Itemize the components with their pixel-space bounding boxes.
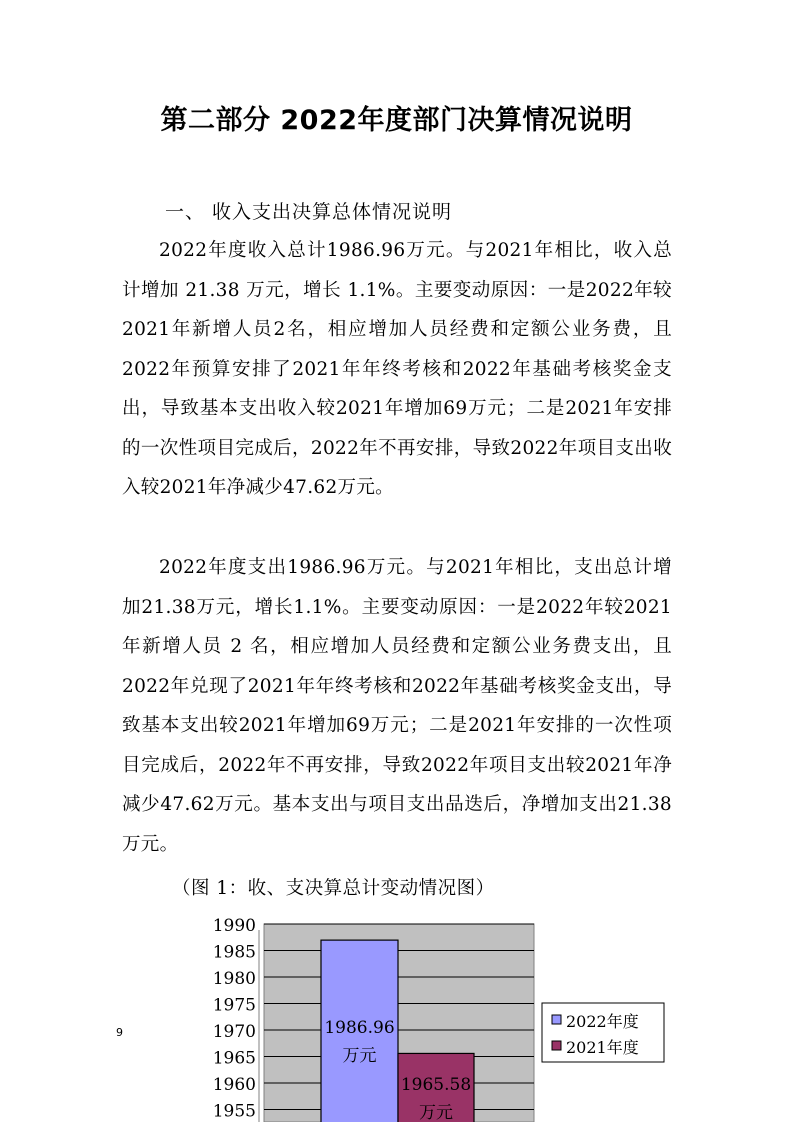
bar-data-label: 万元 bbox=[342, 1046, 377, 1066]
y-tick-label: 1980 bbox=[212, 969, 256, 989]
bar-data-label: 1986.96 bbox=[324, 1018, 395, 1038]
legend-swatch bbox=[552, 1015, 561, 1024]
y-tick-label: 1955 bbox=[212, 1101, 256, 1122]
legend-swatch bbox=[552, 1041, 561, 1050]
page-title: 第二部分 2022年度部门决算情况说明 bbox=[160, 105, 633, 136]
y-tick-label: 1990 bbox=[212, 916, 256, 936]
figure-caption: （图 1：收、支决算总计变动情况图） bbox=[172, 878, 495, 899]
paragraph-income: 2022年度收入总计1986.96万元。与2021年相比，收入总计增加 21.38 万元，增长 1.1%。主要变动原因：一是2022年较2021年新增人员2名，相应增加人员经费和定额公业务费，且2022年预算安排了2021年年终考核和2022年基础考核奖金支出，导致基本支出收入较2021年增加69万元；二是2021年安排的一次性项目完成后，2022年不再安排，导致2022年项目支出收入较2021年净减少47.62万元。 bbox=[122, 240, 672, 498]
section-heading: 一、 收入支出决算总体情况说明 bbox=[165, 201, 453, 223]
y-tick-label: 1985 bbox=[212, 942, 256, 963]
y-tick-label: 1965 bbox=[212, 1048, 256, 1069]
bar-data-label: 1965.58 bbox=[400, 1075, 472, 1095]
legend-label: 2021年度 bbox=[566, 1038, 639, 1057]
paragraph-expenditure: 2022年度支出1986.96万元。与2021年相比，支出总计增加21.38万元，增长1.1%。主要变动原因：一是2022年较2021年新增人员 2 名，相应增加人员经费和定额公业务费支出，且2022年兑现了2021年年终考核和2022年基础考核奖金支出，导致基本支出较2021年增加69万元；二是2021年安排的一次性项目完成后，2022年不再安排，导致2022年项目支出较2021年净减少47.62万元。基本支出与项目支出品迭后，净增加支出21.38万元。 bbox=[122, 557, 672, 855]
bar-data-label: 万元 bbox=[419, 1103, 453, 1122]
page-number: 9 bbox=[116, 1026, 123, 1039]
y-tick-label: 1960 bbox=[212, 1075, 256, 1095]
y-tick-label: 1970 bbox=[212, 1022, 256, 1042]
legend-label: 2022年度 bbox=[566, 1012, 639, 1031]
y-tick-label: 1975 bbox=[212, 995, 256, 1016]
